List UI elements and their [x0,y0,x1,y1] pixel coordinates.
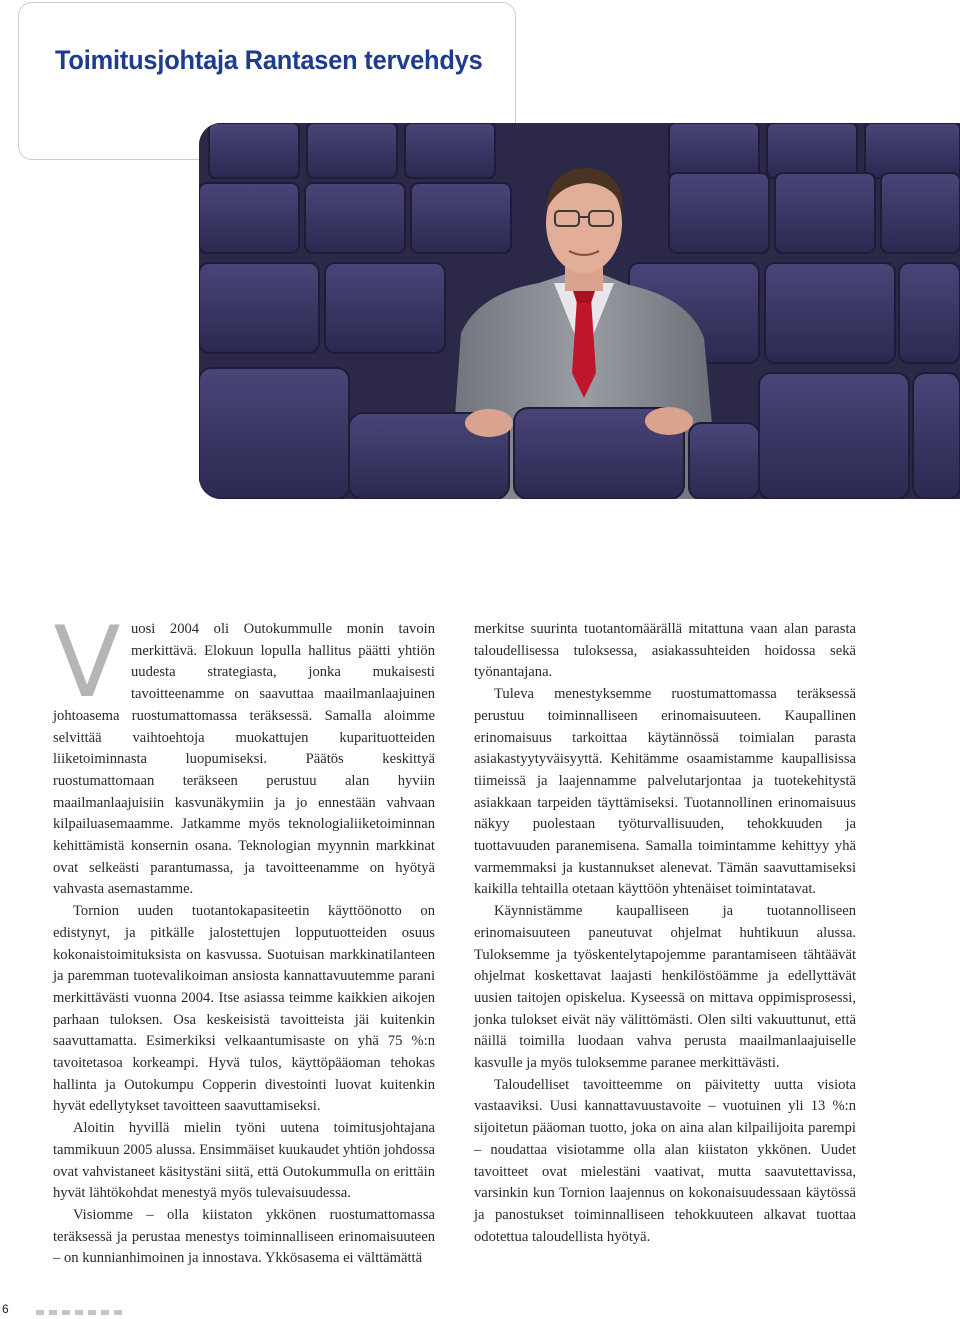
paragraph-text: uosi 2004 oli Outokummulle monin tavoin merkittävä. Elokuun lopulla hallitus päätti yhtiön uudesta strategiasta, jonka mukaisesti tavoitteenamme on saavuttaa maailmanlaajuinen johtoasema ruostumattomassa teräksessä. Samalla aloimme selvittää vaihtoehtoja muokattujen kuparituotteiden liiketoiminnasta luopumiseksi. Päätös keskittyä ruostumattomaan teräkseen perustuu alan hyviin maailmanlaajuisiin kasvunäkymiin ja jo ennestään vahvaan kilpailuasemaamme. Jatkamme myös teknologialiiketoiminnan kehittämistä konsernin osana. Teknologian myynnin markkinat ovat selkeästi parantumassa, ja tavoitteenamme on hyötyä vahvasta asemastamme. [53,621,435,898]
ceo-portrait-photo [199,123,960,499]
page-number: 6 [2,1302,9,1316]
auditorium-scene [199,123,960,499]
article-right-column [474,619,856,1248]
article-paragraph: merkitse suurinta tuotantomäärällä mitattuna vaan alan parasta taloudellisessa tuloksessa, asiakassuhteiden hoidossa sekä työnantajana. [474,621,856,681]
drop-cap: V [53,606,121,720]
article-paragraph: Käynnistämme kaupalliseen ja tuotannolliseen erinomaisuuteen paneutuvat ohjelmat huhtikuun alussa. Tuloksemme ja työskentelytapojemme parantamiseen tähtäävät ohjelmat koskettavat laajasti henkilöstöämme ja edellyttävät uusien taitojen opiskelua. Kyseessä on mittava oppimisprosessi, jonka tulokset eivät näy välittömästi. Olen silti vakuuttunut, että näillä toimilla luodaan vahva perusta maailmanlaajuiselle kasvulle ja myös tuloksemme paranee merkittävästi. [474,903,856,1072]
article-left-column [53,606,435,1270]
article-paragraph [53,606,435,901]
article-paragraph: Aloitin hyvillä mielin työni uutena toimitusjohtajana tammikuun 2005 alussa. Ensimmäiset kuukaudet yhtiön johdossa ovat vahvistaneet käsitystäni siitä, että Outokummulla on erittäin hyvät lähtökohdat menestyä myös tulevaisuudessa. [53,1120,435,1202]
article-paragraph: Tuleva menestyksemme ruostumattomassa teräksessä perustuu toiminnalliseen erinomaisuuteen. Kaupallinen erinomaisuus tarkoittaa käytännössä toimialan parasta asiakastyytyväisyyttä. Kehitämme osaamistamme kaupallisissa tiimeissä ja laajennamme palvelutarjontaa ja tuotekehitystä asiakkaan tarpeiden täyttämiseksi. Tuotannollinen erinomaisuus näkyy puolestaan työturvallisuuden, tehokkuuden ja tuottavuuden paranemisena. Samalla toimintamme kehittyy yhä varmemmaksi ja kustannukset alenevat. Tämän saavuttamiseksi kaikilla tehtailla otetaan käyttöön yhtenäiset toimintatavat. [474,686,856,898]
article-paragraph: Taloudelliset tavoitteemme on päivitetty uutta visiota vastaaviksi. Uusi kannattavuustavoite – vuotuinen yli 13 %:n sijoitetun pääoman tuotto, joka on aina alan kilpailijoita parempi – noudattaa visiotamme olla alan kiistaton ykkönen. Uudet tavoitteet ovat mielestäni vaativat, mutta saavutettavissa, varsinkin kun Tornion laajennus on kokonaisuudessaan käytössä ja panostukset toiminnalliseen tehokkuuteen alkavat tuottaa odotettua taloudellista hyötyä. [474,1076,856,1245]
page-title: Toimitusjohtaja Rantasen tervehdys [55,45,483,75]
article-paragraph: Tornion uuden tuotantokapasiteetin käyttöönotto on edistynyt, ja pitkälle jalostettujen lopputuotteiden osuus kokonaistoimituksista on kasvussa. Suotuisan markkinatilanteen ja paremman tuotevalikoiman ansiosta kannattavuutemme parani merkittävästi vuonna 2004. Itse asiassa teimme kaikkien aikojen parhaan tuloksen. Osa keskeisistä tavoitteista jäi kuitenkin saavuttamatta. Esimerkiksi velkaantumisaste on yhä 75 %:n tavoitetasoa korkeampi. Hyvä tulos, käyttöpääoman tehokas hallinta ja Outokumpu Copperin divestointi luovat kuitenkin hyvät edellytykset tavoitteen saavuttamiseksi. [53,903,435,1115]
footer-dots-decoration [36,1310,122,1315]
article-paragraph: Visiomme – olla kiistaton ykkönen ruostumattomassa teräksessä ja perustaa menestys toiminnalliseen erinomaisuuteen – on kunnianhimoinen ja innostava. Ykkösasema ei välttämättä [53,1206,435,1267]
